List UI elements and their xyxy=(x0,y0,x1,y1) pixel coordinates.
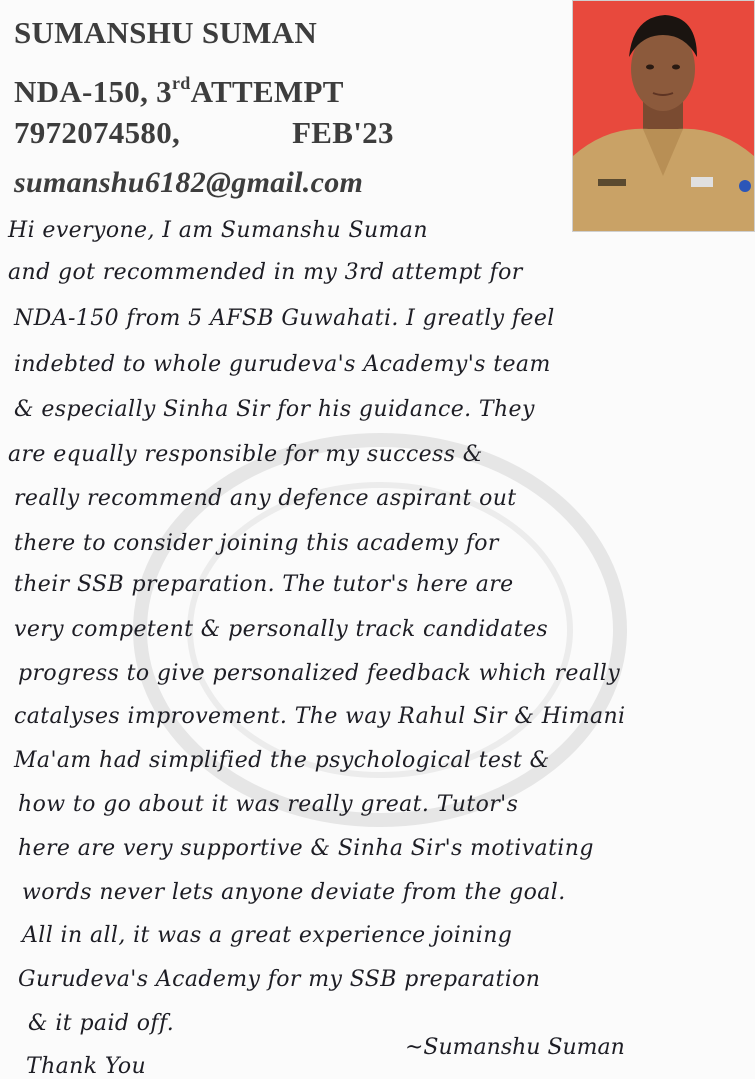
phone-date-line xyxy=(14,108,564,158)
email-address: sumanshu6182@gmail.com xyxy=(14,166,364,199)
letter-line: indebted to whole gurudeva's Academy's team xyxy=(14,352,551,377)
letter-line: progress to give personalized feedback which really xyxy=(18,661,621,686)
phone-number: 7972074580, xyxy=(14,115,181,150)
candidate-photo xyxy=(572,0,755,232)
attempt-superscript: rd xyxy=(172,73,191,93)
attempt-suffix: ATTEMPT xyxy=(190,74,344,109)
person-photo-icon xyxy=(573,1,754,231)
letter-line: All in all, it was a great experience joining xyxy=(22,923,513,948)
letter-line: Ma'am had simplified the psychological test & xyxy=(14,748,550,773)
header-block xyxy=(14,8,564,208)
letter-line: NDA-150 from 5 AFSB Guwahati. I greatly feel xyxy=(14,306,555,331)
attempt-prefix: NDA-150, 3 xyxy=(14,74,172,109)
letter-line: really recommend any defence aspirant out xyxy=(14,486,517,511)
letter-line: here are very supportive & Sinha Sir's motivating xyxy=(18,836,594,861)
attempt-line xyxy=(14,58,564,108)
letter-line: Hi everyone, I am Sumanshu Suman xyxy=(8,218,428,243)
date-month: FEB'23 xyxy=(292,115,394,150)
letter-line: words never lets anyone deviate from the goal. xyxy=(22,880,566,905)
letter-line: how to go about it was really great. Tutor's xyxy=(18,792,519,817)
signature: ~Sumanshu Suman xyxy=(405,1035,625,1060)
letter-line: very competent & personally track candidates xyxy=(14,617,549,642)
letter-line: catalyses improvement. The way Rahul Sir & Himani xyxy=(14,704,626,729)
letter-line: and got recommended in my 3rd attempt for xyxy=(8,260,523,285)
letter-line: there to consider joining this academy for xyxy=(14,531,499,556)
letter-line: Thank You xyxy=(26,1054,147,1079)
letter-line: & especially Sinha Sir for his guidance. They xyxy=(14,397,535,422)
letter-line: are equally responsible for my success & xyxy=(8,442,483,467)
letter-line: Gurudeva's Academy for my SSB preparation xyxy=(18,967,541,992)
letter-line: & it paid off. xyxy=(28,1011,175,1036)
candidate-name: SUMANSHU SUMAN xyxy=(14,15,318,50)
letter-line: their SSB preparation. The tutor's here are xyxy=(14,572,514,597)
